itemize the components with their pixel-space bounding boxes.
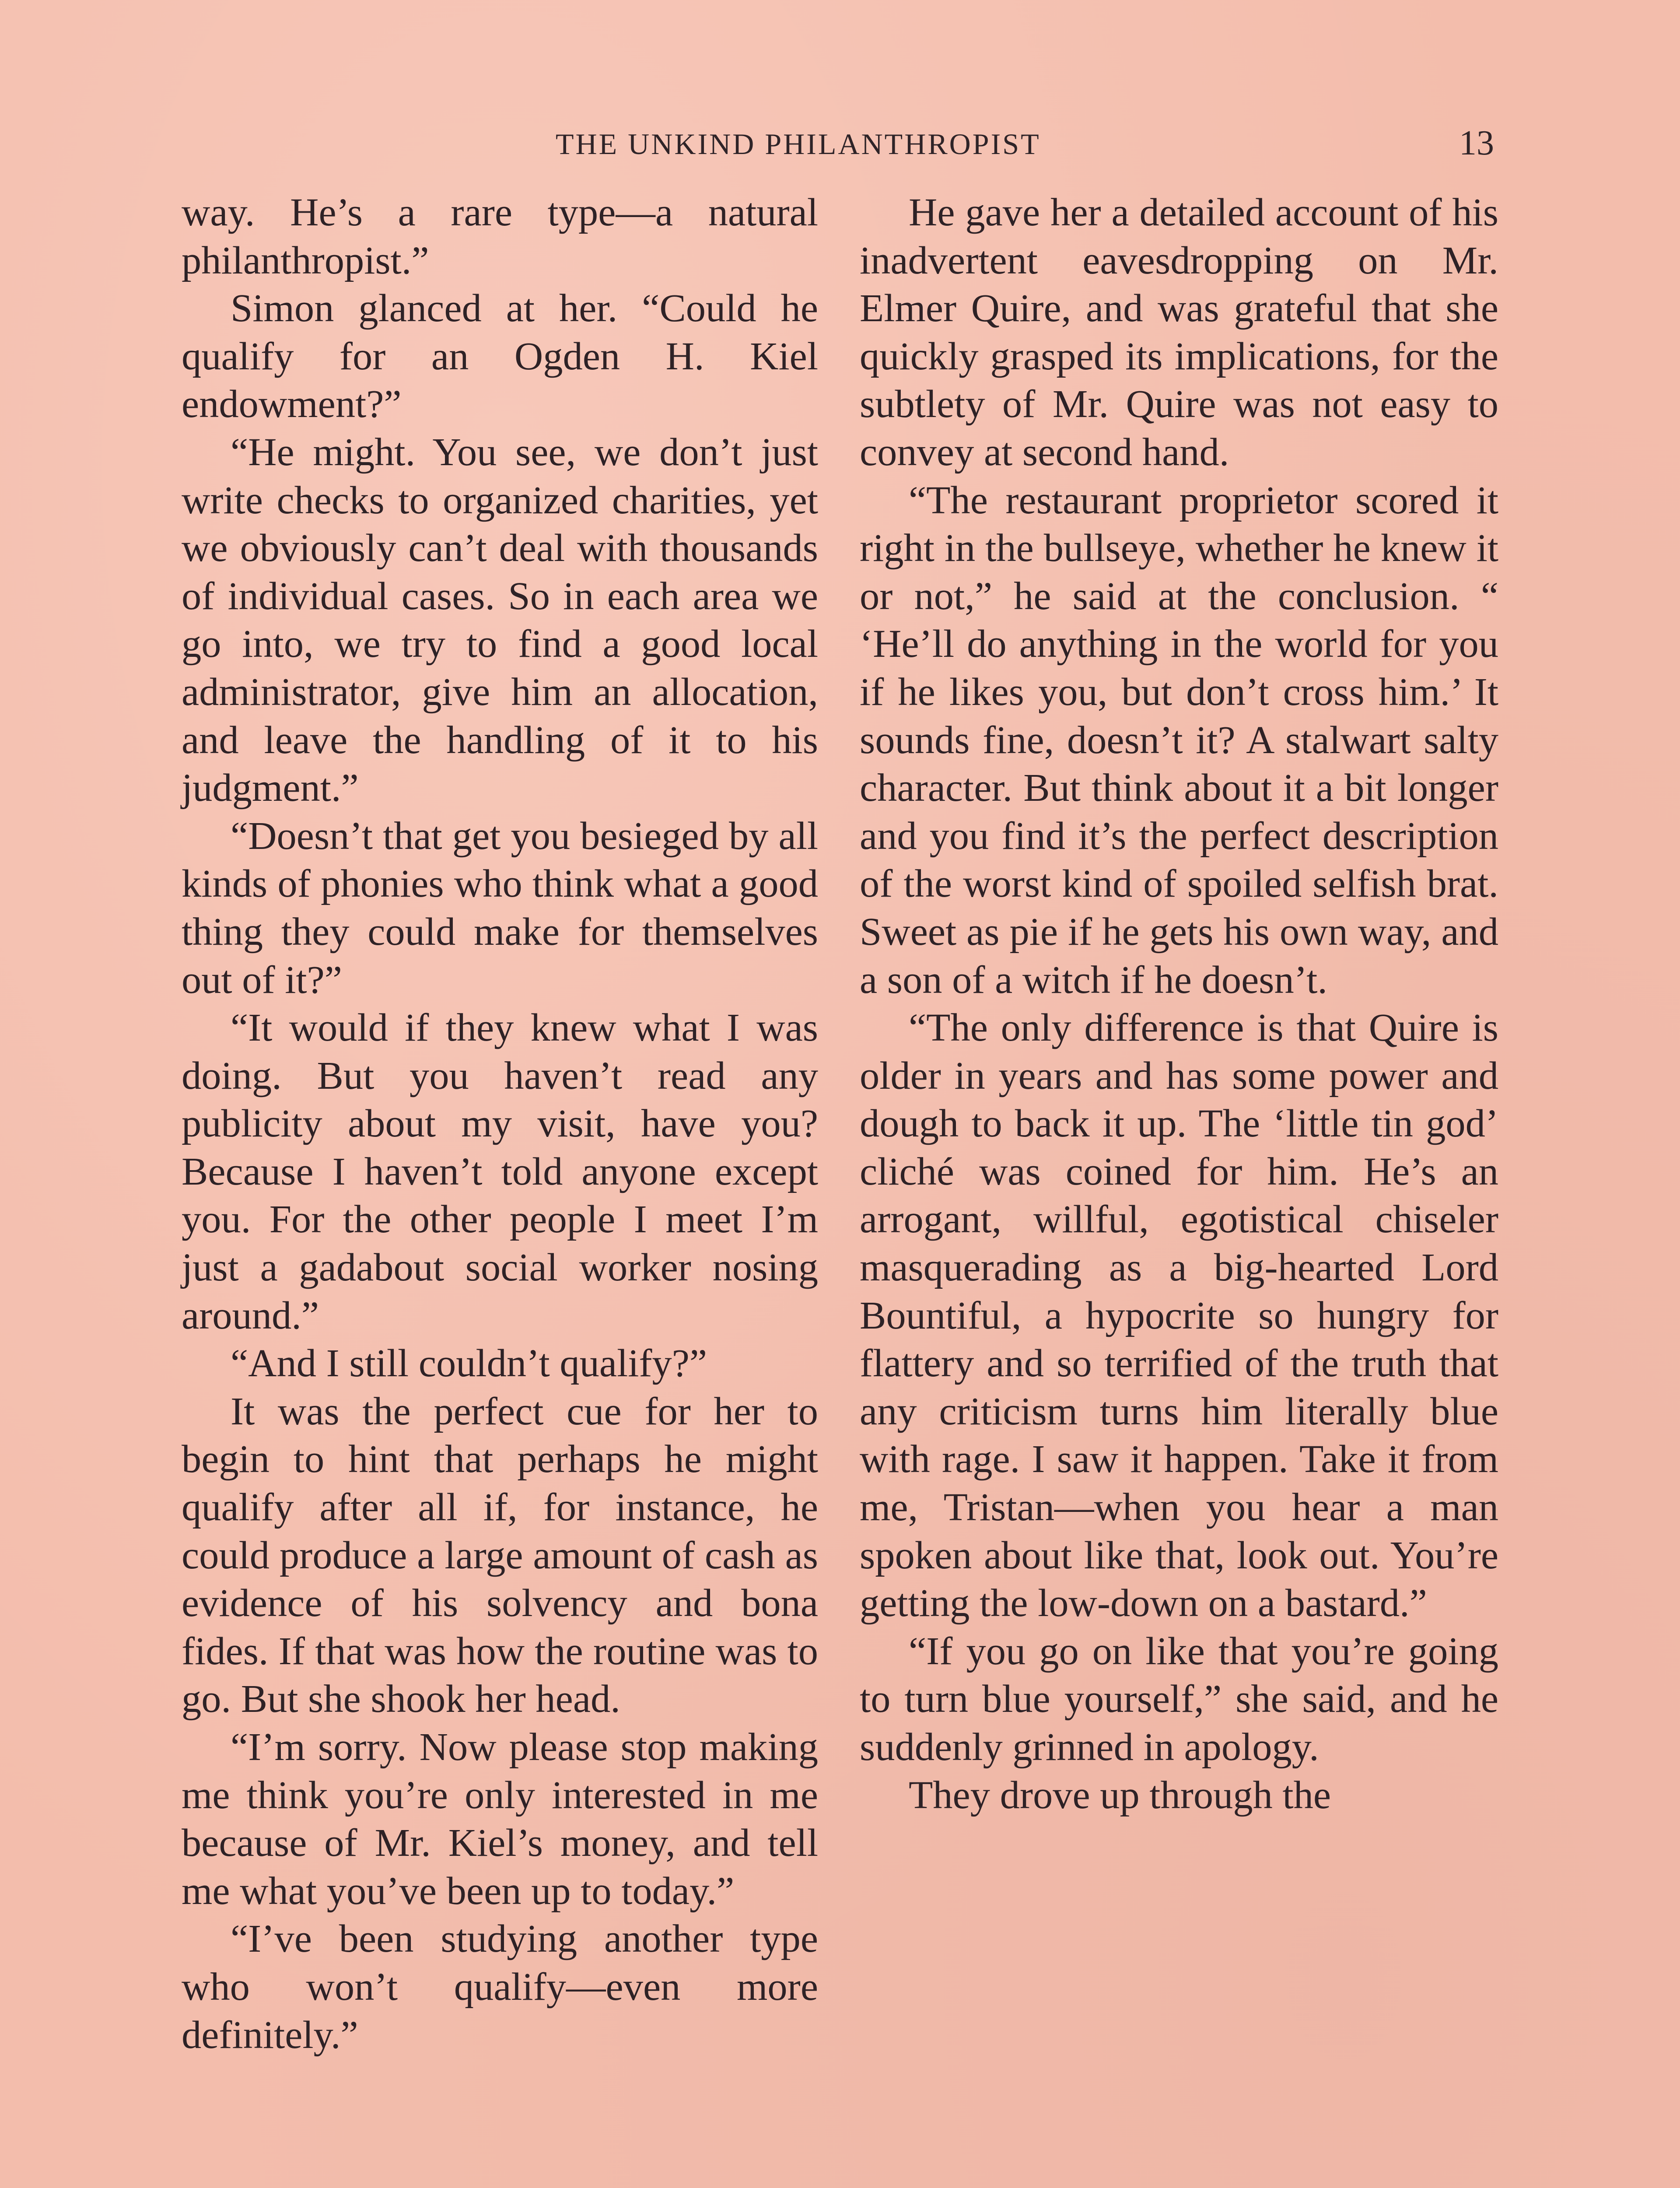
- paragraph: “It would if they knew what I was doing. But you haven’t read any publicity about my visit, have you? Because I haven’t told anyone except you. For the other people I meet I’m just a gadabout social worker nosing around.”: [182, 1005, 818, 1337]
- paragraph: “If you go on like that you’re going to turn blue yourself,” she said, and he suddenly grinned in apology.: [860, 1628, 1498, 1769]
- paragraph: It was the perfect cue for her to begin to hint that perhaps he might qualify after all if, for instance, he could produce a large amount of cash as evidence of his solvency and bona fides. If that was how the routine was to go. But she shook her head.: [182, 1389, 818, 1721]
- paragraph: Simon glanced at her. “Could he qualify for an Ogden H. Kiel endowment?”: [182, 286, 818, 426]
- paragraph: “The only difference is that Quire is older in years and has some power and dough to back it up. The ‘little tin god’ cliché was coined for him. He’s an arrogant, willful, egotistical chiseler masquerading as a big-hearted Lord Bountiful, a hypocrite so hungry for flattery and so terrified of the truth that any criticism turns him literally blue with rage. I saw it happen. Take it from me, Tristan—when you hear a man spoken about like that, look out. You’re getting the low-down on a bastard.”: [860, 1005, 1498, 1625]
- paragraph: “I’ve been studying another type who won’t qualify—even more definitely.”: [182, 1916, 818, 2057]
- left-column: [182, 188, 818, 2058]
- paragraph: “He might. You see, we don’t just write checks to organized charities, yet we obviously can’t deal with thousands of individual cases. So in each area we go into, we try to find a good local administrator, give him an allocation, and leave the handling of it to his judgment.”: [182, 429, 818, 810]
- paragraph: They drove up through the: [909, 1772, 1331, 1817]
- paragraph: way. He’s a rare type—a natural philanthropist.”: [182, 190, 818, 282]
- page-number: 13: [1459, 124, 1494, 162]
- paragraph: “The restaurant proprietor scored it right in the bullseye, whether he knew it or not,” he said at the conclusion. “ ‘He’ll do anything in the world for you if he likes you, but don’t cross him.’ It sounds fine, doesn’t it? A stalwart salty character. But think about it a bit longer and you find it’s the perfect description of the worst kind of spoiled selfish brat. Sweet as pie if he gets his own way, and a son of a witch if he doesn’t.: [860, 477, 1498, 1002]
- right-column: [860, 188, 1498, 1819]
- paragraph: “I’m sorry. Now please stop making me think you’re only interested in me because of Mr. Kiel’s money, and tell me what you’ve been up to today.”: [182, 1725, 818, 1913]
- paragraph: “And I still couldn’t qualify?”: [231, 1341, 707, 1385]
- paragraph: “Doesn’t that get you besieged by all kinds of phonies who think what a good thing they could make for themselves out of it?”: [182, 813, 818, 1002]
- paragraph: He gave her a detailed account of his inadvertent eavesdropping on Mr. Elmer Quire, and was grateful that she quickly grasped its implications, for the subtlety of Mr. Quire was not easy to convey at second hand.: [860, 190, 1498, 474]
- running-title: THE UNKIND PHILANTHROPIST: [556, 127, 1041, 161]
